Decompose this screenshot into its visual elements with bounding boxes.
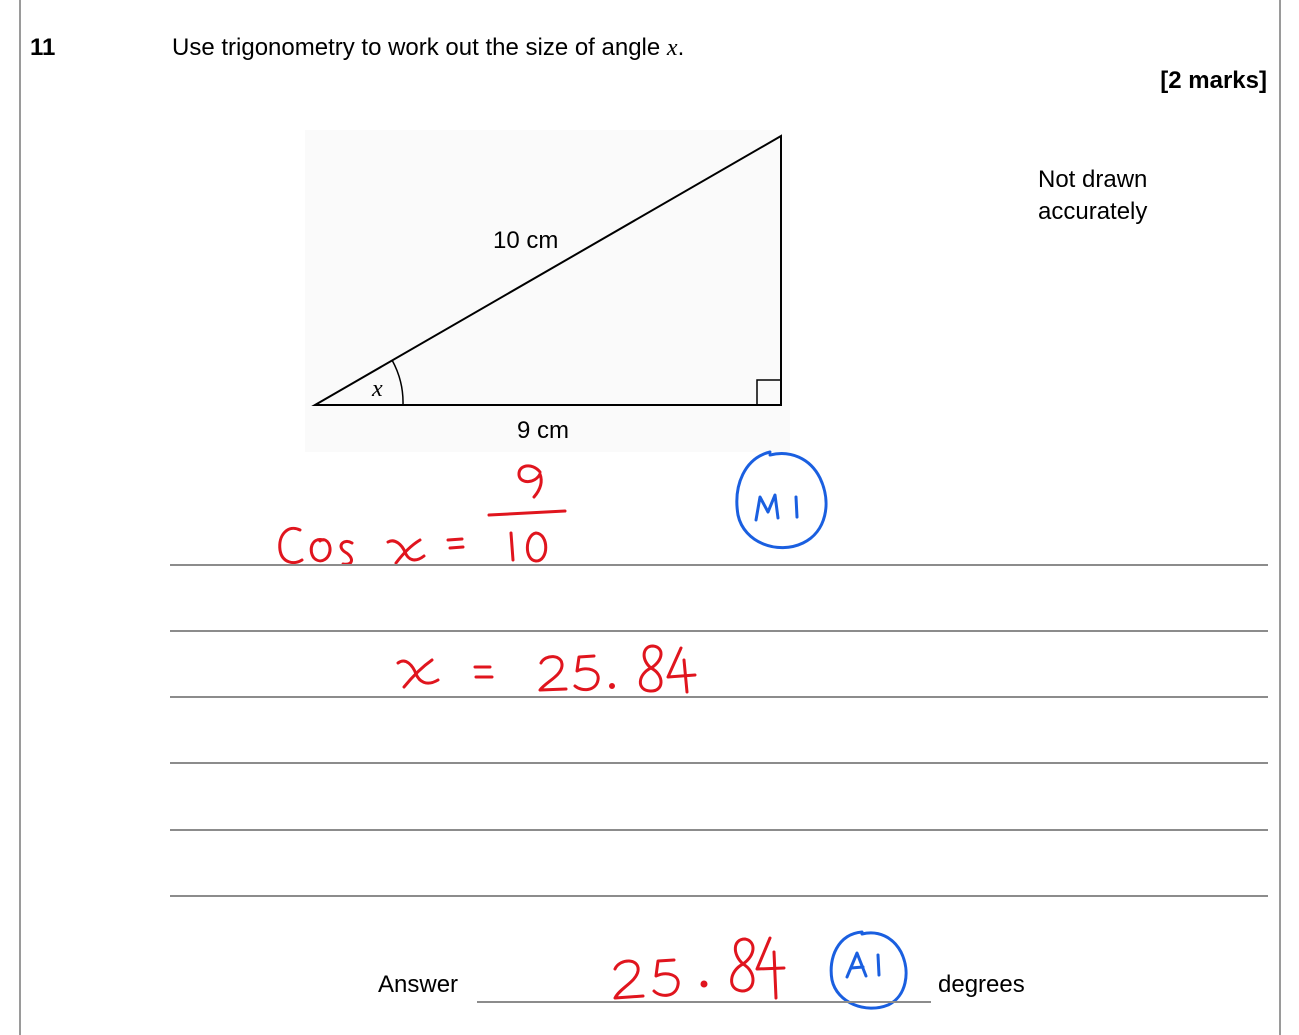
answer-line [477, 1001, 931, 1003]
working-line-3 [170, 696, 1268, 698]
question-text-prefix: Use trigonometry to work out the size of angle [172, 34, 667, 61]
note-line-1: Not drawn [1038, 166, 1148, 193]
question-variable: x [666, 35, 678, 61]
figure-background [305, 130, 790, 452]
handwritten-x-equation [398, 646, 695, 692]
note-line-2: accurately [1038, 198, 1148, 225]
marks-label: [2 marks] [1160, 67, 1267, 94]
answer-label: Answer [378, 971, 459, 998]
question-number: 11 [30, 34, 56, 61]
handwritten-cos-equation [280, 466, 565, 564]
working-line-5 [170, 829, 1268, 831]
working-line-2 [170, 630, 1268, 632]
working-line-6 [170, 895, 1268, 897]
hypotenuse-label: 10 cm [493, 227, 559, 254]
working-line-4 [170, 762, 1268, 764]
handwritten-answer [615, 938, 784, 998]
question-text-suffix: . [677, 34, 685, 61]
working-line-1 [170, 564, 1268, 566]
m1-mark [737, 452, 826, 548]
angle-label: x [372, 376, 383, 402]
base-label: 9 cm [517, 417, 570, 444]
a1-mark [831, 932, 906, 1008]
answer-units: degrees [938, 971, 1025, 998]
